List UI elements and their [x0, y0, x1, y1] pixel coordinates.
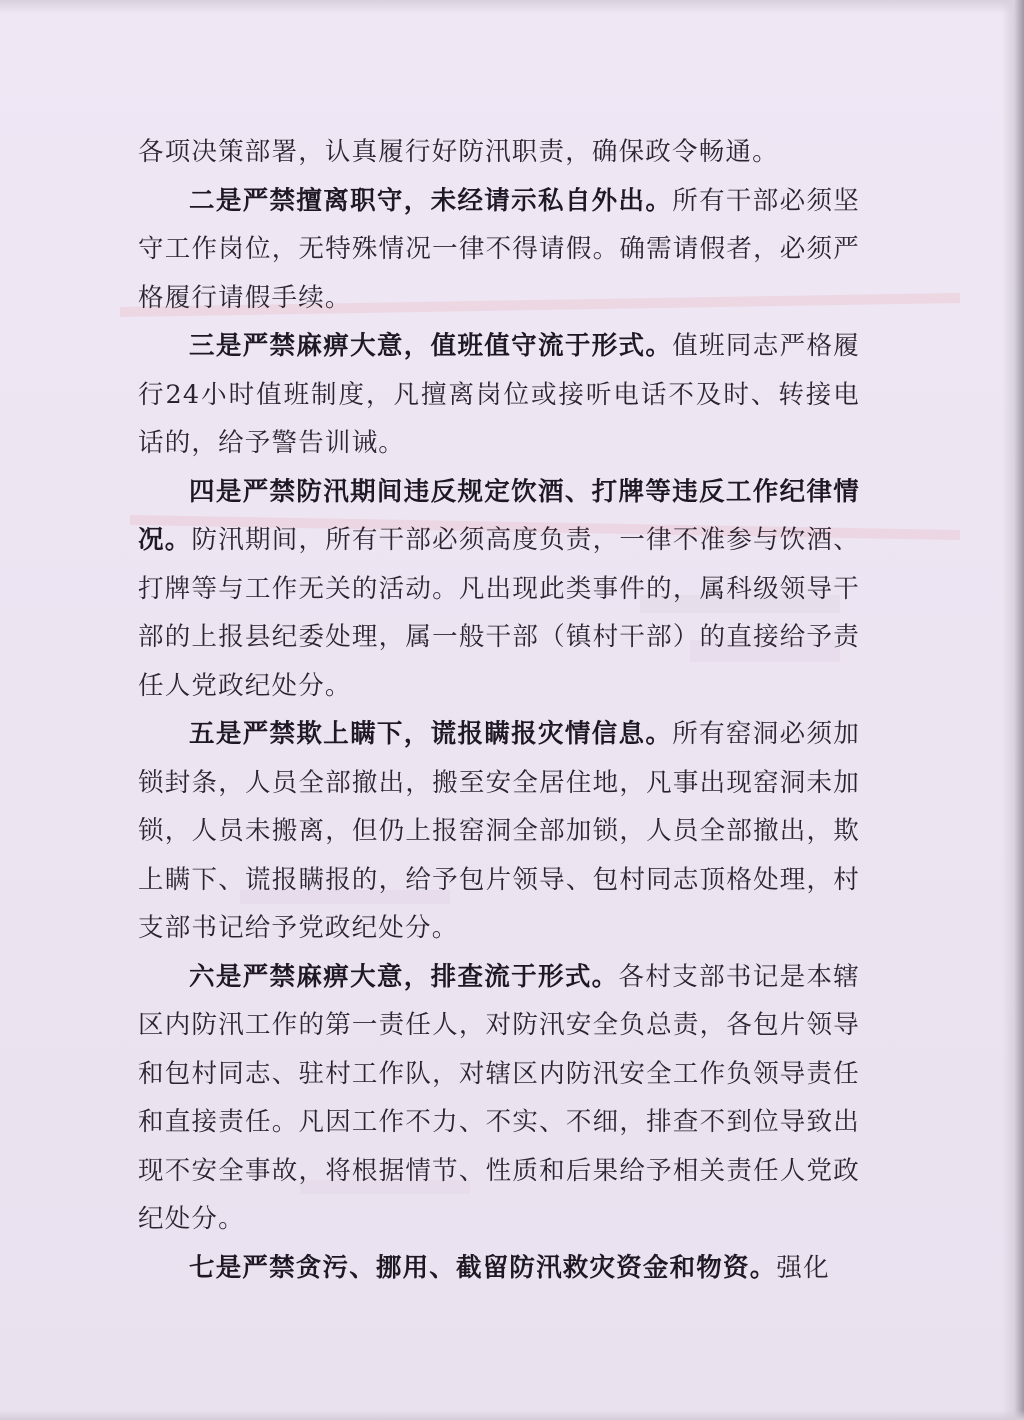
- paragraph-heading: 七是严禁贪污、挪用、截留防汛救灾资金和物资。: [189, 1252, 777, 1283]
- paragraph-item-7: [138, 1244, 860, 1293]
- paragraph-heading: 四是严禁防汛期间违反规定饮酒、打牌等违反工作纪律情况。: [138, 476, 860, 555]
- paragraph-text: 各项决策部署，认真履行好防汛职责，确保政令畅通。: [138, 137, 779, 167]
- paragraph-item-6: [138, 953, 860, 1244]
- paragraph-text: 强化: [776, 1252, 830, 1283]
- paragraph-text: 值班同志严格履行24小时值班制度，凡擅离岗位或接听电话不及时、转接电话的，给予警告训诫。: [138, 331, 860, 458]
- paragraph-heading: 二是严禁擅离职守，未经请示私自外出。: [189, 185, 673, 216]
- paragraph-heading: 三是严禁麻痹大意，值班值守流于形式。: [189, 331, 673, 361]
- scan-right-shadow: [1002, 0, 1024, 1420]
- document-body: [138, 128, 860, 1292]
- scan-bottom-shadow: [0, 1410, 1024, 1420]
- paragraph-heading: 五是严禁欺上瞒下，谎报瞒报灾情信息。: [189, 719, 673, 749]
- paragraph-text: 所有干部必须坚守工作岗位，无特殊情况一律不得请假。确需请假者，必须严格履行请假手续。: [138, 185, 860, 313]
- paragraph-item-4: [138, 468, 860, 711]
- scan-top-shadow: [0, 0, 1024, 14]
- paragraph-heading: 六是严禁麻痹大意，排查流于形式。: [189, 961, 619, 992]
- paragraph-item-3: [138, 322, 860, 468]
- paragraph-text: 防汛期间，所有干部必须高度负责，一律不准参与饮酒、打牌等与工作无关的活动。凡出现此类事件的，属科级领导干部的上报县纪委处理，属一般干部（镇村干部）的直接给予责任人党政纪处分。: [138, 525, 860, 701]
- paragraph-item-2: [138, 177, 860, 323]
- paragraph-text: 各村支部书记是本辖区内防汛工作的第一责任人，对防汛安全负总责，各包片领导和包村同志、驻村工作队，对辖区内防汛安全工作负领导责任和直接责任。凡因工作不力、不实、不细，排查不到位导致出现不安全事故，将根据情节、性质和后果给予相关责任人党政纪处分。: [138, 961, 860, 1234]
- paragraph-text: 所有窑洞必须加锁封条，人员全部撤出，搬至安全居住地，凡事出现窑洞未加锁，人员未搬离，但仍上报窑洞全部加锁，人员全部撤出，欺上瞒下、谎报瞒报的，给予包片领导、包村同志顶格处理，村支部书记给予党政纪处分。: [138, 719, 860, 943]
- paragraph-item-5: [138, 710, 860, 953]
- paragraph-continuation: [138, 128, 860, 177]
